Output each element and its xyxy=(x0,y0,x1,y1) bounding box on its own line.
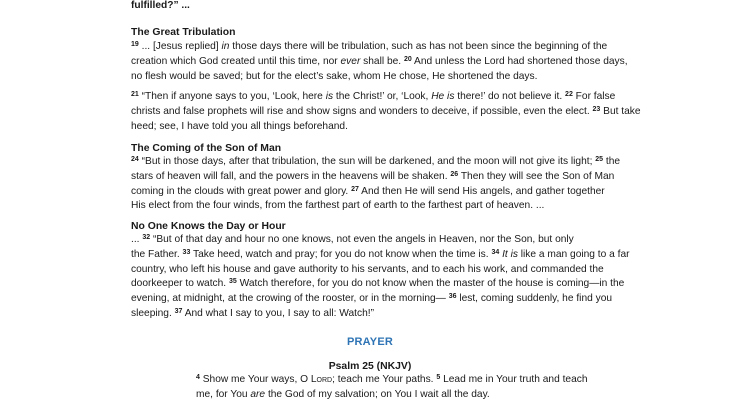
text-line: evening, at midnight, at the crowing of the rooster, or in the morning— $^{36}$ lest, coming suddenly, he find you xyxy=(131,293,613,305)
verse-number: 33 xyxy=(182,248,191,256)
text-line: the Father. $^{33}$ Take heed, watch and pray; for you do not know when the time is. $^{34}$ It is like a man going to a far xyxy=(131,248,630,260)
text-line: christs and false prophets will rise and show signs and wonders to deceive, if possible, even the elect. $^{23}$ But take xyxy=(131,105,641,117)
paragraph-verses-21-23 xyxy=(131,90,641,134)
intro-line: fulfilled?” ... xyxy=(131,0,190,11)
verse-number: 25 xyxy=(595,156,604,163)
verse-number: 26 xyxy=(450,170,459,178)
verse-number: 4 xyxy=(196,374,200,381)
text-line: $^{21}$ “Then if anyone says to you, ‘Look, here is the Christ!’ or, ‘Look, He is there!’ do not believe it. $^{22}$ For false xyxy=(131,91,616,102)
verse-number: 22 xyxy=(565,91,573,98)
text-line: heed; see, I have told you all things beforehand. xyxy=(131,120,348,132)
verse-number: 27 xyxy=(351,185,359,193)
verse-number: 34 xyxy=(491,248,500,256)
paragraph-verses-19-20 xyxy=(131,40,628,84)
psalm-title: Psalm 25 (NKJV) xyxy=(328,361,412,372)
verse-number: 21 xyxy=(131,91,139,98)
text-line: $^4$ Show me Your ways, O Lord; teach me Your paths. $^5$ Lead me in Your truth and teach xyxy=(196,374,588,385)
verse-number: 5 xyxy=(436,374,441,381)
verse-number: 32 xyxy=(142,234,151,241)
verse-number: 24 xyxy=(131,156,139,163)
intro-text xyxy=(131,0,621,14)
text-line: doorkeeper to watch. $^{35}$ Watch therefore, for you do not know when the master of the house is coming—in the xyxy=(131,278,625,290)
text-line: stars of heaven will fall, and the powers in the heavens will be shaken. $^{26}$ Then they will see the Son of Man xyxy=(131,170,615,182)
verse-number: 35 xyxy=(228,278,237,286)
heading-great-tribulation: The Great Tribulation xyxy=(131,27,236,38)
text-line: $^{19}$ ... [Jesus replied] in those days there will be tribulation, such as has not been since the beginning of the xyxy=(131,41,608,52)
text-line: $^{24}$ “But in those days, after that tribulation, the sun will be darkened, and the moon will not give its light; $^{25}$ the xyxy=(131,156,621,167)
paragraph-verses-32-37 xyxy=(131,233,630,322)
verse-number: 23 xyxy=(592,105,601,113)
verse-number: 19 xyxy=(131,41,139,48)
psalm-text xyxy=(196,373,596,402)
verse-number: 37 xyxy=(174,307,183,315)
text-line: ... $^{32}$ “But of that day and hour no one knows, not even the angels in Heaven, nor the Son, but only xyxy=(131,234,574,245)
verse-number: 20 xyxy=(403,55,412,63)
verse-number: 36 xyxy=(448,293,457,301)
heading-coming-son-of-man: The Coming of the Son of Man xyxy=(131,143,282,154)
heading-no-one-knows: No One Knows the Day or Hour xyxy=(131,221,286,232)
text-line: me, for You are the God of my salvation; on You I wait all the day. xyxy=(196,388,490,400)
text-line: country, who left his house and gave authority to his servants, and to each his work, and commanded the xyxy=(131,263,604,275)
text-line: sleeping. $^{37}$ And what I say to you, I say to all: Watch!” xyxy=(131,307,374,319)
text-line: creation which God created until this time, nor ever shall be. $^{20}$ And unless the Lord had shortened those days, xyxy=(131,55,628,67)
text-line: no flesh would be saved; but for the elect’s sake, whom He chose, He shortened the days. xyxy=(131,70,538,82)
text-line: coming in the clouds with great power and glory. $^{27}$ And then He will send His angels, and gather together xyxy=(131,185,605,197)
prayer-heading: PRAYER xyxy=(346,336,394,348)
text-line: His elect from the four winds, from the farthest part of earth to the farthest part of heaven. ... xyxy=(131,200,545,212)
paragraph-verses-24-27 xyxy=(131,155,621,214)
